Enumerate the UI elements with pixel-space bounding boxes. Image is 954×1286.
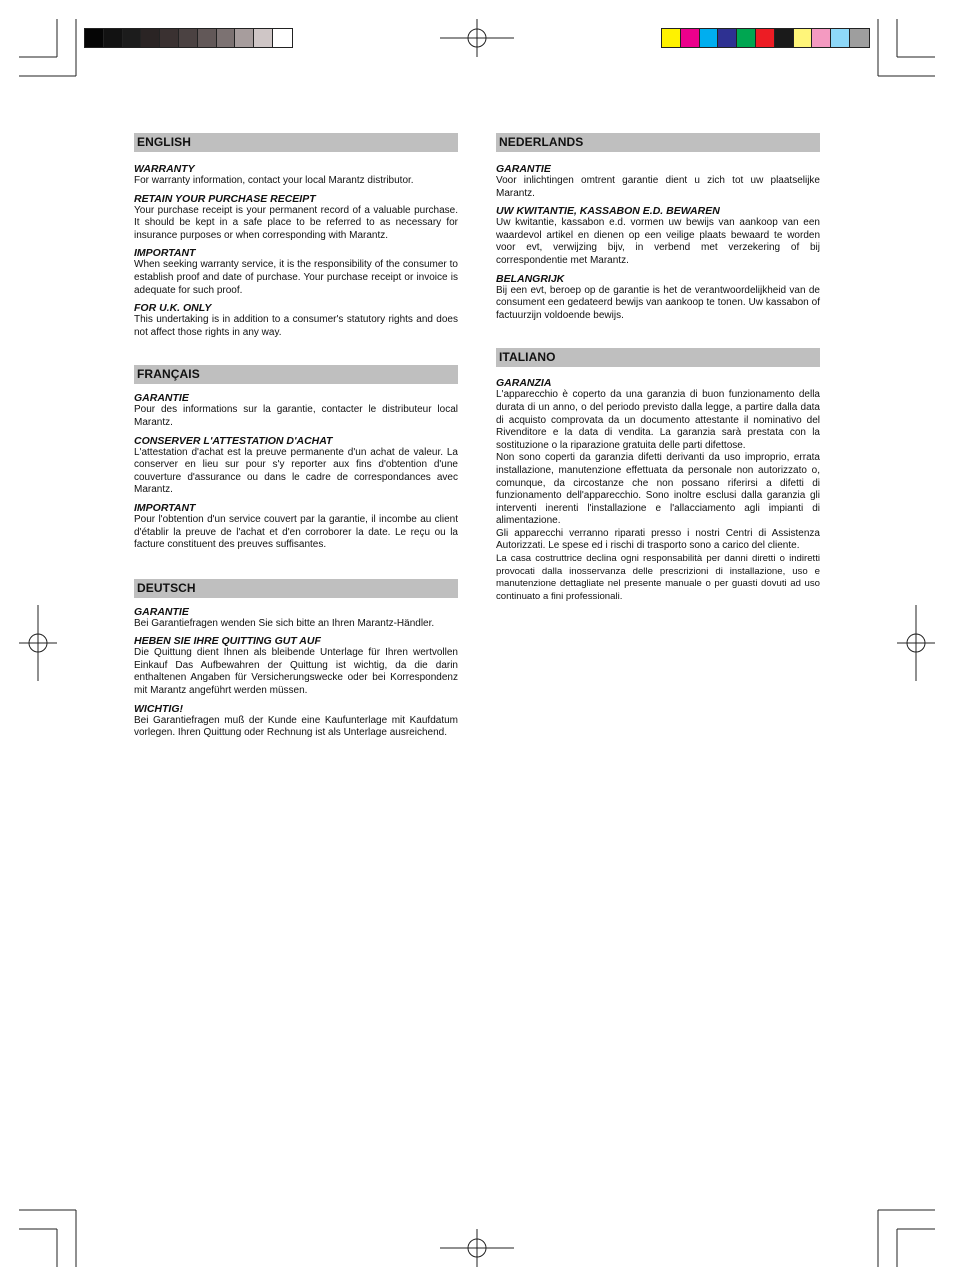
block-heading: GARANTIE xyxy=(134,392,189,405)
color-swatch xyxy=(775,29,794,47)
gray-swatch xyxy=(273,29,292,47)
color-swatch xyxy=(812,29,831,47)
section-nederlands xyxy=(496,133,820,322)
section-italiano xyxy=(496,348,820,603)
block-text: Voor inlichtingen omtrent garantie dient u zich tot uw plaatselijke Marantz. xyxy=(496,175,820,199)
gray-swatch xyxy=(104,29,123,47)
gray-swatch xyxy=(141,29,160,47)
color-swatch xyxy=(756,29,775,47)
block-heading: IMPORTANT xyxy=(134,247,196,260)
left-column xyxy=(134,133,458,745)
block-heading: HEBEN SIE IHRE QUITTING GUT AUF xyxy=(134,635,321,648)
block-heading: GARANTIE xyxy=(134,605,189,618)
section-title: ITALIANO xyxy=(496,348,820,367)
color-swatch xyxy=(662,29,681,47)
color-swatch xyxy=(681,29,700,47)
block-heading: FOR U.K. ONLY xyxy=(134,302,212,315)
block-heading: IMPORTANT xyxy=(134,501,196,514)
section-francais xyxy=(134,365,458,551)
section-title: FRANÇAIS xyxy=(134,365,458,384)
color-swatch xyxy=(794,29,813,47)
gray-swatch xyxy=(85,29,104,47)
section-title: DEUTSCH xyxy=(134,579,458,598)
right-column xyxy=(496,133,820,608)
block-text: Bei Garantiefragen wenden Sie sich bitte an Ihren Marantz-Händler. xyxy=(134,617,435,629)
block-heading: RETAIN YOUR PURCHASE RECEIPT xyxy=(134,192,316,205)
block-text: Gli apparecchi verranno riparati presso i nostri Centri di Assistenza Autorizzati. Le spese ed i rischi di trasporto sono a carico del cliente. xyxy=(496,527,820,552)
block-heading: GARANZIA xyxy=(496,377,552,390)
section-title: ENGLISH xyxy=(134,133,458,152)
block-text: Uw kwitantie, kassabon e.d. vormen uw bewijs van aankoop van een waardevol artikel en dienen op een veilige plaats bewaard te worden voor evt, verwijzing bijv, in verbend met verzekering of bij correspondentie met Marantz. xyxy=(496,217,820,266)
block-heading: BELANGRIJK xyxy=(496,272,565,285)
section-english xyxy=(134,133,458,339)
block-text: When seeking warranty service, it is the responsibility of the consumer to establish proof and date of purchase. Your purchase receipt or invoice is adequate for such proof. xyxy=(134,259,458,296)
color-swatch xyxy=(737,29,756,47)
block-heading: UW KWITANTIE, KASSABON E.D. BEWAREN xyxy=(496,205,720,218)
gray-swatch xyxy=(123,29,142,47)
block-text: This undertaking is in addition to a consumer's statutory rights and does not affect those rights in any way. xyxy=(134,314,458,338)
block-text: Die Quittung dient Ihnen als bleibende Unterlage für Ihren wertvollen Einkauf Das Aufbewahren der Quittung ist wichtig, da die darin enthaltenen Angaben für Versicherungswecke oder bei Korrespondenz mit Marantz angeführt werden müssen. xyxy=(134,647,458,697)
section-deutsch xyxy=(134,579,458,740)
gray-calibration-bar xyxy=(84,28,293,48)
block-heading: GARANTIE xyxy=(496,163,551,175)
gray-swatch xyxy=(198,29,217,47)
block-text: Bei Garantiefragen muß der Kunde eine Kaufunterlage mit Kaufdatum vorlegen. Ihren Quittung oder Rechnung ist als Unterlage ausreichend. xyxy=(134,714,458,739)
block-text: Your purchase receipt is your permanent record of a valuable purchase. It should be kept in a safe place to be referred to as necessary for insurance purposes or when corresponding with Marantz. xyxy=(134,204,458,241)
color-swatch xyxy=(850,29,869,47)
block-text: Non sono coperti da garanzia difetti derivanti da uso improprio, errata installazione, manutenzione effettuata da personale non autorizzato o, comunque, da circostanze che non possano riferirsi a difetti di funzionamento dell'apparecchio. Sono inoltre esclusi dalla garanzia gli interventi inerenti l'installazione e l'allacciamento agli impianti di alimentazione. xyxy=(496,452,820,527)
color-swatch xyxy=(831,29,850,47)
gray-swatch xyxy=(235,29,254,47)
block-text: L'attestation d'achat est la preuve permanente d'un achat de valeur. La conserver en lieu sur pour s'y reporter aux fins d'obtention d'une couverture d'assurance ou dans le cadre de correspondances avec Marantz. xyxy=(134,446,458,496)
block-text: Bij een evt, beroep op de garantie is het de verantwoordelijkheid van de consument een gedateerd bewijs van aankoop te tonen. Uw kassabon of factuurzijn voldoende bewijs. xyxy=(496,284,820,321)
block-heading: WARRANTY xyxy=(134,163,195,175)
gray-swatch xyxy=(160,29,179,47)
gray-swatch xyxy=(179,29,198,47)
gray-swatch xyxy=(217,29,236,47)
color-swatch xyxy=(718,29,737,47)
block-text: For warranty information, contact your local Marantz distributor. xyxy=(134,175,414,186)
block-heading: CONSERVER L'ATTESTATION D'ACHAT xyxy=(134,434,333,447)
block-text: L'apparecchio è coperto da una garanzia di buon funzionamento della durata di un anno, o del periodo previsto dalla legge, a partire dalla data di acquisto comprovata da un documento attestante il nominativo del Rivenditore e la data di vendita. La garanzia sarà prestata con la sostituzione o la riparazione gratuita delle parti difettose. xyxy=(496,389,820,451)
color-calibration-bar xyxy=(661,28,870,48)
color-swatch xyxy=(700,29,719,47)
gray-swatch xyxy=(254,29,273,47)
block-text: La casa costruttrice declina ogni responsabilità per danni diretti o indiretti provocati dalla inosservanza delle prescrizioni di installazione, uso e manutenzione dettagliate nel presente manuale o per guasti dovuti ad uso continuato a fini professionali. xyxy=(496,553,820,602)
block-text: Pour l'obtention d'un service couvert par la garantie, il incombe au client d'établir la preuve de l'achat et d'en corroborer la date. Le reçu ou la facture constituent des preuves suffisantes. xyxy=(134,513,458,551)
block-text: Pour des informations sur la garantie, contacter le distributeur local Marantz. xyxy=(134,404,458,428)
section-title: NEDERLANDS xyxy=(496,133,820,152)
block-heading: WICHTIG! xyxy=(134,702,183,715)
